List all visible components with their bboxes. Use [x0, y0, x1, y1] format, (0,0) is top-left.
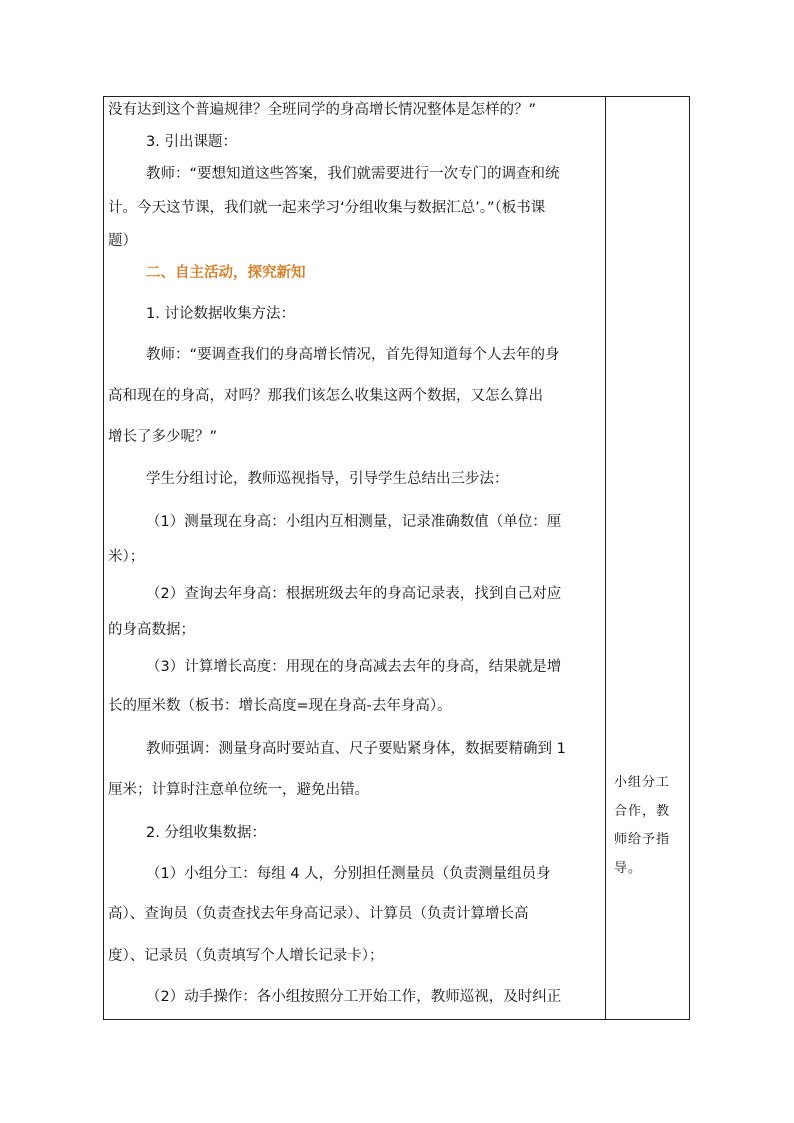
text-line: 题）: [108, 233, 137, 249]
text-line: 教师：“要调查我们的身高增长情况，首先得知道每个人去年的身: [146, 347, 560, 363]
text-line: （1）小组分工：每组 4 人，分别担任测量员（负责测量组员身: [146, 866, 551, 882]
text-line: 1. 讨论数据收集方法：: [146, 306, 295, 322]
text-line: 增长了多少呢？”: [108, 429, 218, 445]
text-line: 3. 引出课题：: [146, 134, 237, 150]
text-line: 教师强调：测量身高时要站直、尺子要贴紧身体，数据要精确到 1: [146, 741, 566, 757]
side-note-line: 合作，教: [614, 803, 671, 819]
text-line: （2）动手操作：各小组按照分工开始工作，教师巡视，及时纠正: [146, 989, 562, 1005]
text-line: 计。今天这节课，我们就一起来学习‘分组收集与数据汇总’。”（板书课: [108, 200, 546, 216]
text-line: 2. 分组收集数据：: [146, 825, 266, 841]
text-line: 长的厘米数（板书：增长高度=现在身高-去年身高）。: [108, 698, 452, 714]
side-column: [606, 97, 689, 1019]
text-line: （3）计算增长高度：用现在的身高减去去年的身高，结果就是增: [146, 659, 562, 675]
section-heading: 二、自主活动，探究新知: [146, 265, 306, 281]
text-line: 度）、记录员（负责填写个人增长记录卡）；: [108, 948, 384, 964]
side-note-line: 小组分工: [614, 775, 671, 790]
text-line: 教师：“要想知道这些答案，我们就需要进行一次专门的调查和统: [146, 166, 560, 182]
text-line: 厘米；计算时注意单位统一，避免出错。: [108, 782, 369, 798]
main-column: [104, 97, 605, 1019]
side-note: [614, 769, 684, 883]
text-line: 高和现在的身高，对吗？那我们该怎么收集这两个数据，又怎么算出: [108, 388, 543, 404]
text-line: 高）、查询员（负责查找去年身高记录）、计算员（负责计算增长高: [108, 906, 529, 922]
text-line: 没有达到这个普遍规律？全班同学的身高增长情况整体是怎样的？”: [108, 102, 537, 118]
text-line: 米）；: [108, 549, 145, 565]
text-line: （1）测量现在身高：小组内互相测量，记录准确数值（单位：厘: [146, 514, 562, 530]
text-line: （2）查询去年身高：根据班级去年的身高记录表，找到自己对应: [146, 586, 562, 602]
side-note-line: 导。: [614, 860, 643, 876]
lesson-table: [103, 96, 690, 1020]
text-line: 学生分组讨论，教师巡视指导，引导学生总结出三步法：: [146, 471, 509, 487]
side-note-line: 师给予指: [614, 832, 671, 847]
text-line: 的身高数据；: [108, 622, 195, 638]
